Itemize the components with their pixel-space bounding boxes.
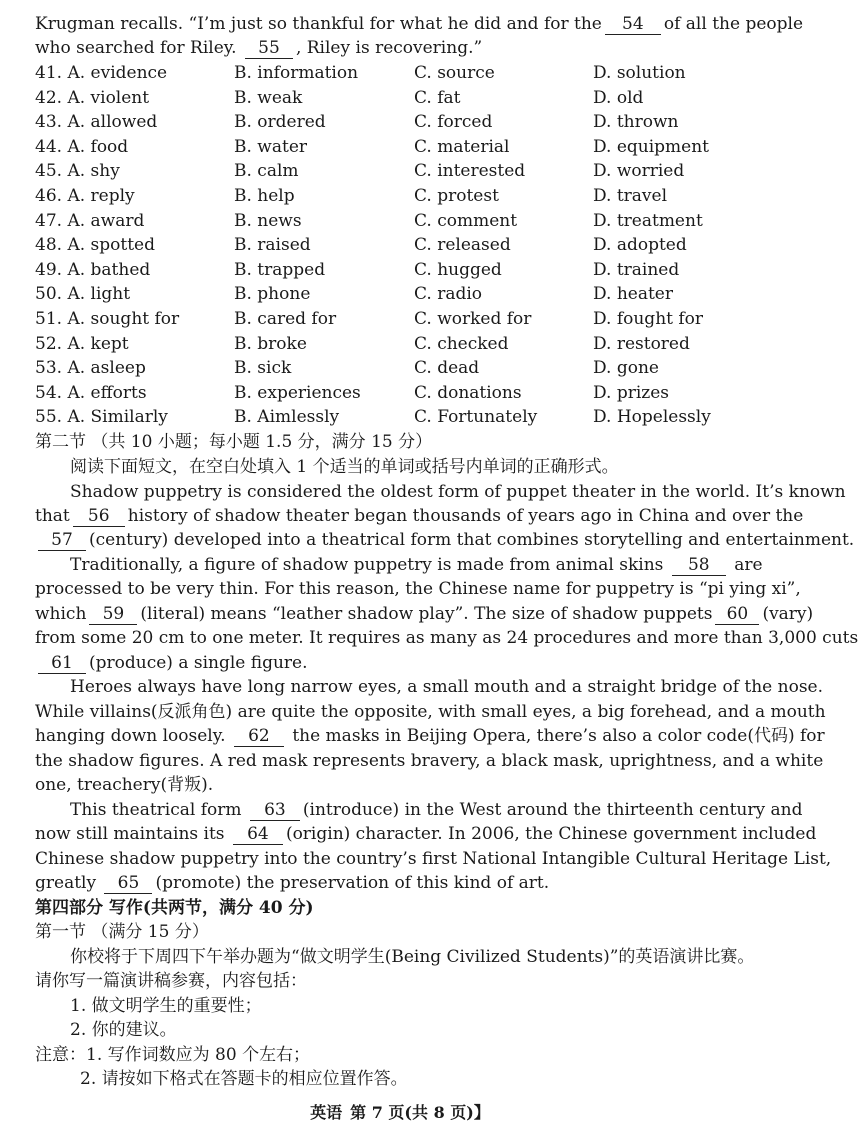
option-c: C. released [414, 235, 511, 256]
blank-64: 64 [233, 824, 283, 845]
option-a: 43. A. allowed [35, 112, 158, 133]
cloze-text: now still maintains its [35, 824, 225, 844]
option-a: 53. A. asleep [35, 358, 146, 379]
option-row [0, 282, 800, 307]
blank-57: 57 [38, 530, 86, 551]
option-a: 49. A. bathed [35, 259, 151, 280]
option-a: 47. A. award [35, 210, 145, 231]
option-row [0, 135, 800, 160]
page-footer [0, 1100, 800, 1123]
option-b: B. phone [234, 284, 311, 305]
cloze-text: (origin) character. In 2006, the Chinese government included [285, 824, 817, 844]
blank-56: 56 [73, 506, 125, 527]
option-row [0, 405, 800, 430]
option-b: B. broke [234, 333, 307, 354]
blank-58: 58 [672, 555, 726, 576]
option-c: C. material [414, 136, 510, 157]
cloze-text: (century) developed into a theatrical form that combines storytelling and entertainment. [89, 530, 855, 550]
blank-65: 65 [104, 873, 152, 894]
option-d: D. old [593, 87, 644, 108]
option-a: 52. A. kept [35, 333, 129, 354]
cloze-line [35, 602, 813, 626]
option-d: D. fought for [593, 308, 704, 329]
cloze-line: the shadow figures. A red mask represents bravery, a black mask, uprightness, and a white [35, 751, 824, 771]
option-a: 45. A. shy [35, 161, 120, 182]
part4-subheading: 第一节 （满分 15 分） [35, 922, 209, 942]
passage-line [35, 36, 482, 60]
footer-subject: 英语 [310, 1103, 343, 1122]
option-d: D. heater [593, 284, 673, 305]
option-row [0, 258, 800, 283]
option-c: C. fat [414, 87, 461, 108]
option-b: B. raised [234, 235, 311, 256]
option-c: C. comment [414, 210, 518, 231]
option-b: B. experiences [234, 382, 361, 403]
option-c: C. worked for [414, 308, 532, 329]
passage-line [35, 12, 803, 36]
passage-text: who searched for Riley. [35, 38, 237, 58]
option-b: B. news [234, 210, 302, 231]
writing-note: 2. 请按如下格式在答题卡的相应位置作答。 [80, 1069, 408, 1089]
option-c: C. hugged [414, 259, 502, 280]
section-heading: 第二节 （共 10 小题；每小题 1.5 分，满分 15 分） [35, 432, 433, 452]
blank-62: 62 [234, 726, 284, 747]
cloze-line [35, 724, 825, 748]
option-row [0, 86, 800, 111]
cloze-text: are [734, 555, 763, 575]
option-row [0, 209, 800, 234]
option-d: D. trained [593, 259, 680, 280]
option-row [0, 110, 800, 135]
cloze-line: Heroes always have long narrow eyes, a small mouth and a straight bridge of the nose. [70, 677, 824, 697]
cloze-text: (literal) means “leather shadow play”. The size of shadow puppets [140, 604, 713, 624]
option-d: D. equipment [593, 136, 710, 157]
writing-prompt: 请你写一篇演讲稿参赛，内容包括： [35, 971, 307, 991]
passage-text: Krugman recalls. “I’m just so thankful for what he did and for the [35, 14, 602, 34]
blank-55: 55 [245, 38, 293, 59]
cloze-text: (vary) [762, 604, 814, 624]
option-row [0, 184, 800, 209]
option-c: C. forced [414, 112, 493, 133]
footer-page-number: 第 7 页(共 8 页)】 [350, 1103, 490, 1122]
option-d: D. thrown [593, 112, 679, 133]
cloze-line: one, treachery(背叛). [35, 775, 214, 795]
cloze-line: from some 20 cm to one meter. It requires as many as 24 procedures and more than 3,000 cuts [35, 628, 858, 648]
option-row [0, 61, 800, 86]
answer-options-grid [0, 61, 800, 430]
option-b: B. weak [234, 87, 303, 108]
writing-note: 注意：1. 写作词数应为 80 个左右； [35, 1045, 311, 1065]
option-c: C. interested [414, 161, 526, 182]
blank-61: 61 [38, 653, 86, 674]
cloze-line [35, 651, 308, 675]
cloze-line: While villains(反派角色) are quite the opposite, with small eyes, a big forehead, and a mouth [35, 702, 826, 722]
option-b: B. information [234, 63, 359, 83]
cloze-text: greatly [35, 873, 97, 893]
option-c: C. checked [414, 333, 509, 354]
cloze-text: which [35, 604, 87, 624]
option-c: C. dead [414, 358, 480, 379]
cloze-line: processed to be very thin. For this reason, the Chinese name for puppetry is “pi ying xi”, [35, 579, 801, 599]
option-d: D. travel [593, 185, 668, 206]
option-a: 50. A. light [35, 284, 131, 305]
writing-point: 1. 做文明学生的重要性； [70, 996, 262, 1016]
option-b: B. sick [234, 358, 292, 379]
cloze-line: Shadow puppetry is considered the oldest form of puppet theater in the world. It’s known [70, 482, 846, 502]
option-row [0, 381, 800, 406]
cloze-text: Traditionally, a figure of shadow puppetry is made from animal skins [70, 555, 664, 575]
option-a: 51. A. sought for [35, 308, 180, 329]
option-row [0, 356, 800, 381]
option-c: C. source [414, 63, 495, 83]
cloze-line [35, 528, 854, 552]
option-a: 44. A. food [35, 136, 129, 157]
option-row [0, 307, 800, 332]
option-c: C. donations [414, 382, 522, 403]
option-c: C. radio [414, 284, 483, 305]
passage-text: of all the people [663, 14, 804, 34]
option-b: B. calm [234, 161, 299, 182]
writing-point: 2. 你的建议。 [70, 1020, 177, 1040]
option-c: C. protest [414, 185, 499, 206]
option-a: 48. A. spotted [35, 235, 155, 256]
cloze-text: (promote) the preservation of this kind of art. [155, 873, 550, 893]
blank-63: 63 [250, 800, 300, 821]
option-d: D. solution [593, 63, 686, 83]
option-c: C. Fortunately [414, 407, 538, 428]
cloze-line [35, 871, 549, 895]
option-a: 54. A. efforts [35, 382, 147, 403]
option-a: 46. A. reply [35, 185, 135, 206]
cloze-text: history of shadow theater began thousands of years ago in China and over the [127, 506, 804, 526]
option-b: B. trapped [234, 259, 326, 280]
section-instruction: 阅读下面短文，在空白处填入 1 个适当的单词或括号内单词的正确形式。 [70, 457, 619, 477]
option-b: B. Aimlessly [234, 407, 340, 428]
cloze-text: (introduce) in the West around the thirteenth century and [302, 800, 803, 820]
blank-59: 59 [89, 604, 137, 625]
cloze-text: (produce) a single figure. [89, 653, 308, 673]
passage-text: , Riley is recovering.” [295, 38, 483, 58]
cloze-line [70, 798, 802, 822]
option-a: 55. A. Similarly [35, 407, 168, 428]
option-d: D. gone [593, 358, 659, 379]
writing-prompt: 你校将于下周四下午举办题为“做文明学生(Being Civilized Students)”的英语演讲比赛。 [70, 947, 755, 967]
option-a: 42. A. violent [35, 87, 150, 108]
cloze-line [35, 504, 803, 528]
option-b: B. help [234, 185, 295, 206]
cloze-text: that [35, 506, 70, 526]
blank-54: 54 [605, 14, 661, 35]
blank-60: 60 [715, 604, 759, 625]
option-d: D. Hopelessly [593, 407, 711, 428]
option-b: B. cared for [234, 308, 337, 329]
cloze-text: the masks in Beijing Opera, there’s also a color code(代码) for [292, 726, 825, 746]
option-row [0, 159, 800, 184]
part4-heading: 第四部分 写作(共两节，满分 40 分) [35, 898, 314, 918]
cloze-line [70, 553, 763, 577]
option-d: D. treatment [593, 210, 703, 231]
option-row [0, 233, 800, 258]
option-d: D. prizes [593, 382, 670, 403]
option-b: B. water [234, 136, 308, 157]
cloze-text: hanging down loosely. [35, 726, 226, 746]
option-d: D. worried [593, 161, 685, 182]
option-d: D. restored [593, 333, 690, 354]
cloze-text: This theatrical form [70, 800, 242, 820]
option-d: D. adopted [593, 235, 687, 256]
cloze-line [35, 822, 816, 846]
cloze-line: Chinese shadow puppetry into the country’s first National Intangible Cultural Heritage List, [35, 849, 832, 869]
option-a: 41. A. evidence [35, 63, 168, 83]
option-b: B. ordered [234, 112, 326, 133]
option-row [0, 332, 800, 357]
